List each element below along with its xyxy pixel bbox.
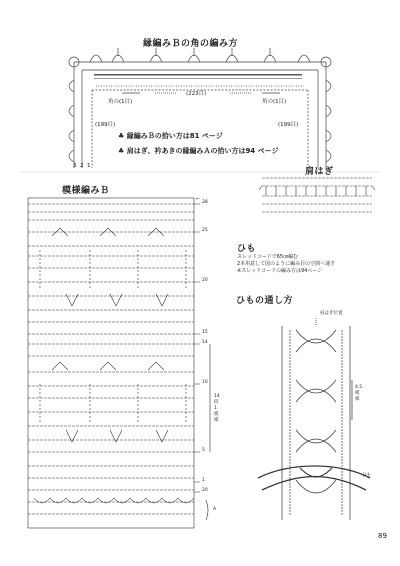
string-line-2: 2本用意して図のように編み目の空間へ通す bbox=[237, 261, 336, 267]
border-corner-label-right: 角の(1目) bbox=[262, 99, 287, 105]
pattern-repeat-label: 14段1模様 bbox=[214, 394, 220, 423]
pattern-b-chart bbox=[28, 198, 210, 528]
border-note-1 bbox=[118, 131, 223, 141]
threading-bottom-label: ひも bbox=[362, 473, 371, 478]
pattern-row-28: 28 bbox=[202, 200, 208, 205]
pattern-row-20b: 20 bbox=[202, 488, 208, 493]
threading-title: ひもの通し方 bbox=[236, 296, 294, 306]
pattern-arrow: ← bbox=[196, 197, 200, 202]
string-title: ひも bbox=[237, 244, 257, 254]
pattern-row-14: 14 bbox=[202, 340, 208, 345]
border-corner-title: 縁編みＢの角の編み方 bbox=[143, 39, 239, 49]
pattern-row-5: 5 bbox=[202, 448, 205, 453]
pattern-row-20: 20 bbox=[202, 278, 208, 283]
border-note-1-text: 縁編みＢの拾い方は81 ページ bbox=[126, 132, 223, 140]
border-stitch-dots bbox=[94, 74, 302, 79]
pattern-row-1: 1 bbox=[202, 478, 205, 483]
page-number: 89 bbox=[378, 532, 387, 540]
pattern-row-10: 10 bbox=[202, 380, 208, 385]
border-note-2-text: 肩はぎ、衿あきの縁編みＡの拾い方は94 ページ bbox=[126, 147, 279, 155]
threading-top-label: 肩はぎ位置 bbox=[320, 311, 343, 316]
shoulder-title: 肩はぎ bbox=[305, 167, 334, 177]
border-bottom-mark-2: 2 bbox=[80, 163, 84, 169]
club-icon: ♣ bbox=[118, 132, 125, 140]
border-bottom-mark-3: 3 bbox=[73, 163, 77, 169]
pattern-row-25: 25 bbox=[202, 228, 208, 233]
pattern-b-title: 模様編みＢ bbox=[62, 186, 110, 196]
string-line-1: スレッドコードで65㎝編む bbox=[237, 254, 299, 260]
pattern-row-15: 15 bbox=[202, 330, 208, 335]
shoulder-seam-chart bbox=[259, 178, 375, 212]
border-corner-label-left: 角の(1目) bbox=[108, 99, 133, 105]
pattern-label-a: A bbox=[213, 507, 217, 512]
string-line-3: ※スレッドコードの編み方は94ページ bbox=[237, 268, 323, 274]
club-icon: ♣ bbox=[118, 147, 125, 155]
border-corner-label-mid: (223目) bbox=[186, 91, 207, 97]
border-bottom-mark-1: 1 bbox=[87, 163, 91, 169]
border-note-2 bbox=[118, 146, 278, 156]
threading-diagram bbox=[258, 318, 370, 520]
threading-side-label: 4.5模様 bbox=[355, 385, 363, 402]
border-right-count: (199目) bbox=[278, 122, 299, 128]
border-left-count: (199目) bbox=[95, 122, 116, 128]
